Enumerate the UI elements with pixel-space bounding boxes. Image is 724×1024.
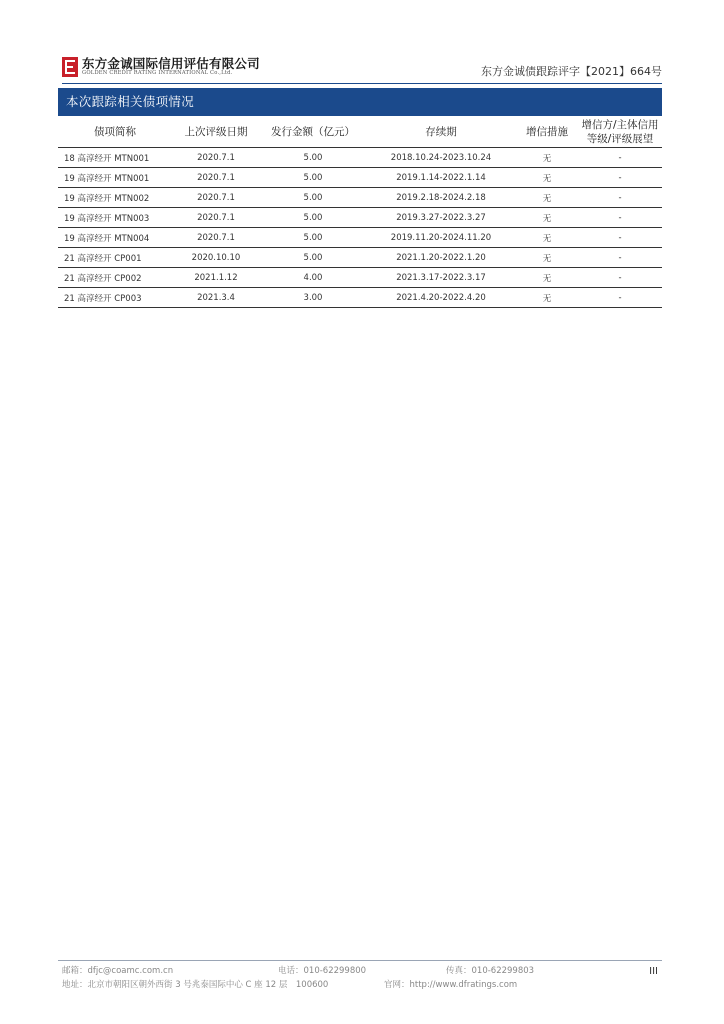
bond-name-cell: 21 高淳经开 CP003	[58, 288, 172, 308]
table-row	[58, 188, 662, 208]
footer-website: 官网：http://www.dfratings.com	[384, 980, 518, 990]
credit-enhancement-cell: 无	[516, 208, 578, 228]
term-cell: 2019.1.14-2022.1.14	[366, 168, 516, 188]
table-row	[58, 208, 662, 228]
issue-amount-cell: 4.00	[260, 268, 366, 288]
col-header-issue-amount: 发行金额（亿元）	[260, 117, 366, 148]
col-header-last-rating-date: 上次评级日期	[172, 117, 260, 148]
bond-name-cell: 21 高淳经开 CP001	[58, 248, 172, 268]
table-row	[58, 168, 662, 188]
bond-name-cell: 21 高淳经开 CP002	[58, 268, 172, 288]
guarantor-rating-cell: -	[578, 288, 662, 308]
issue-amount-cell: 5.00	[260, 228, 366, 248]
last-rating-date-cell: 2020.7.1	[172, 168, 260, 188]
col-header-bond-name: 债项简称	[58, 117, 172, 148]
term-cell: 2019.11.20-2024.11.20	[366, 228, 516, 248]
col-header-guarantor-rating	[578, 117, 662, 148]
last-rating-date-cell: 2020.7.1	[172, 188, 260, 208]
header-divider	[62, 83, 662, 84]
company-name-cn: 东方金诚国际信用评估有限公司	[82, 56, 260, 71]
credit-enhancement-cell: 无	[516, 168, 578, 188]
credit-enhancement-cell: 无	[516, 188, 578, 208]
table-row	[58, 288, 662, 308]
footer-divider	[58, 960, 662, 961]
credit-enhancement-cell: 无	[516, 268, 578, 288]
credit-enhancement-cell: 无	[516, 148, 578, 168]
term-cell: 2019.3.27-2022.3.27	[366, 208, 516, 228]
table-header-row	[58, 117, 662, 148]
bond-name-cell: 18 高淳经开 MTN001	[58, 148, 172, 168]
last-rating-date-cell: 2020.7.1	[172, 148, 260, 168]
table-body	[58, 148, 662, 308]
table-row	[58, 148, 662, 168]
col-header-credit-enhancement: 增信措施	[516, 117, 578, 148]
issue-amount-cell: 5.00	[260, 248, 366, 268]
last-rating-date-cell: 2020.7.1	[172, 228, 260, 248]
issue-amount-cell: 5.00	[260, 168, 366, 188]
page-number: III	[649, 966, 658, 977]
footer-phone: 电话：010-62299800	[278, 966, 367, 976]
guarantor-rating-cell: -	[578, 228, 662, 248]
col-header-guarantor-rating-line2: 等级/评级展望	[586, 133, 654, 145]
footer-email: 邮箱：dfjc@coamc.com.cn	[62, 966, 174, 976]
credit-enhancement-cell: 无	[516, 248, 578, 268]
issue-amount-cell: 5.00	[260, 148, 366, 168]
term-cell: 2021.3.17-2022.3.17	[366, 268, 516, 288]
company-name-en: GOLDEN CREDIT RATING INTERNATIONAL Co.,Ltd.	[82, 70, 233, 76]
table-row	[58, 228, 662, 248]
term-cell: 2021.4.20-2022.4.20	[366, 288, 516, 308]
issue-amount-cell: 5.00	[260, 208, 366, 228]
footer-address: 地址：北京市朝阳区朝外西街 3 号兆泰国际中心 C 座 12 层 100600	[62, 980, 329, 990]
guarantor-rating-cell: -	[578, 268, 662, 288]
last-rating-date-cell: 2021.1.12	[172, 268, 260, 288]
col-header-guarantor-rating-line1: 增信方/主体信用	[581, 119, 659, 131]
term-cell: 2018.10.24-2023.10.24	[366, 148, 516, 168]
page-header	[62, 52, 662, 80]
term-cell: 2019.2.18-2024.2.18	[366, 188, 516, 208]
last-rating-date-cell: 2020.10.10	[172, 248, 260, 268]
credit-enhancement-cell: 无	[516, 288, 578, 308]
guarantor-rating-cell: -	[578, 188, 662, 208]
guarantor-rating-cell: -	[578, 248, 662, 268]
bond-table	[58, 117, 662, 308]
credit-enhancement-cell: 无	[516, 228, 578, 248]
last-rating-date-cell: 2021.3.4	[172, 288, 260, 308]
term-cell: 2021.1.20-2022.1.20	[366, 248, 516, 268]
last-rating-date-cell: 2020.7.1	[172, 208, 260, 228]
section-title: 本次跟踪相关债项情况	[58, 88, 662, 116]
bond-name-cell: 19 高淳经开 MTN002	[58, 188, 172, 208]
bond-name-cell: 19 高淳经开 MTN004	[58, 228, 172, 248]
guarantor-rating-cell: -	[578, 208, 662, 228]
bond-name-cell: 19 高淳经开 MTN003	[58, 208, 172, 228]
footer-fax: 传真：010-62299803	[446, 966, 535, 976]
col-header-term: 存续期	[366, 117, 516, 148]
report-number: 东方金诚债跟踪评字【2021】664号	[481, 65, 662, 78]
guarantor-rating-cell: -	[578, 168, 662, 188]
issue-amount-cell: 5.00	[260, 188, 366, 208]
guarantor-rating-cell: -	[578, 148, 662, 168]
table-row	[58, 248, 662, 268]
company-logo-icon	[62, 57, 78, 77]
bond-name-cell: 19 高淳经开 MTN001	[58, 168, 172, 188]
issue-amount-cell: 3.00	[260, 288, 366, 308]
table-row	[58, 268, 662, 288]
